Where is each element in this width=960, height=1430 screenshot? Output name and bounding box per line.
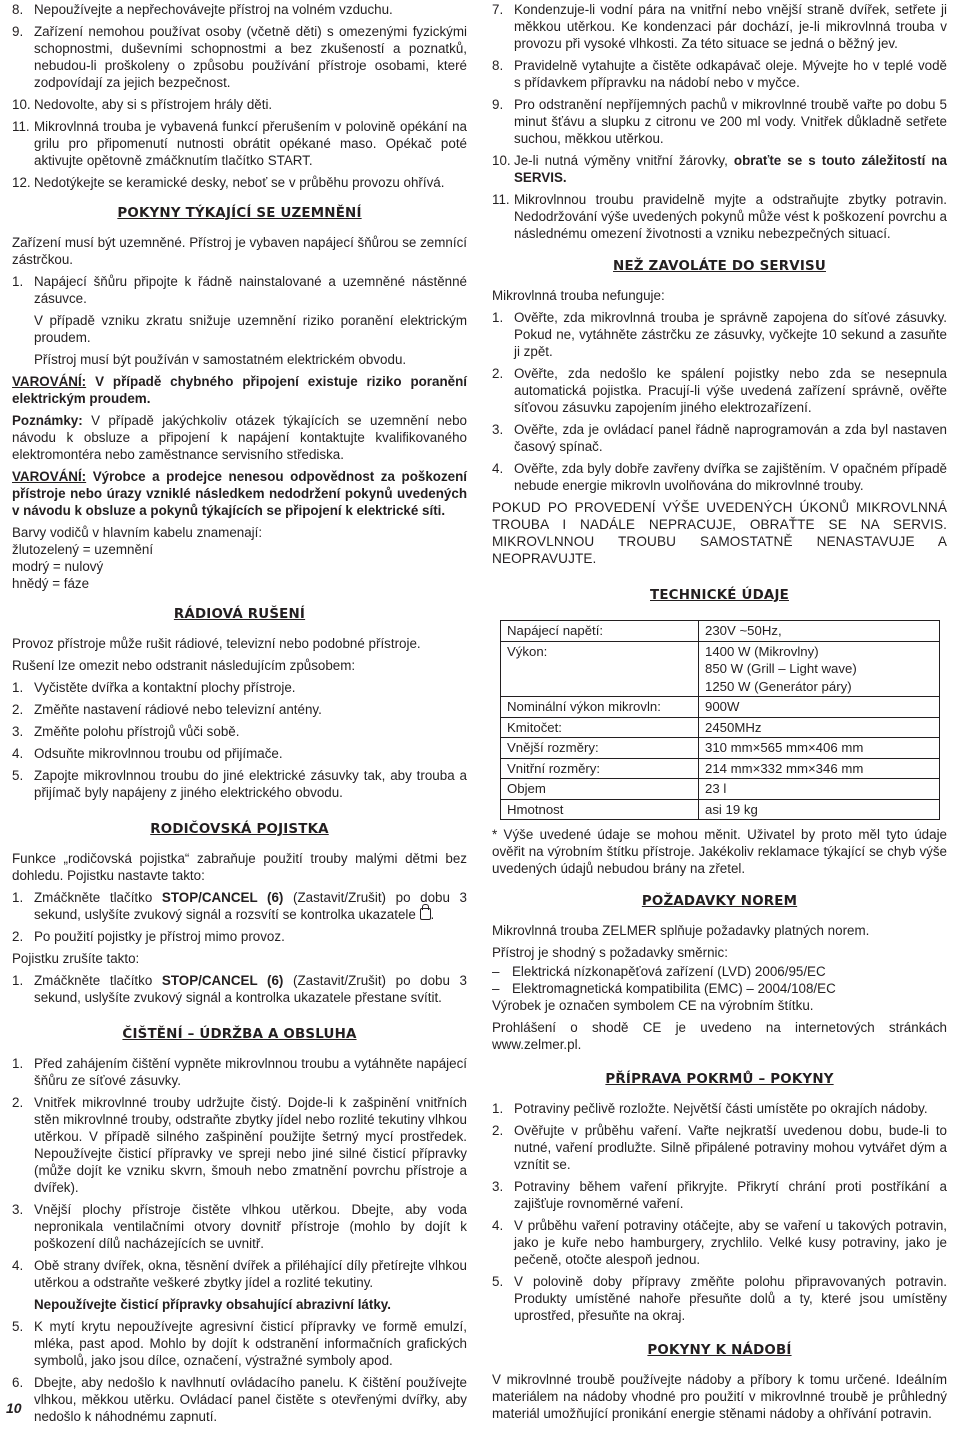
norm-item-emc: [492, 980, 947, 997]
button-name: STOP/CANCEL (6): [161, 973, 284, 988]
tech-value-line: 850 W (Grill – Light wave): [705, 661, 857, 676]
cleaning-item: [492, 57, 947, 91]
item-number: 1.: [492, 310, 504, 325]
cleaning-list: [12, 1055, 467, 1291]
tech-key: Nominální výkon mikrovln:: [501, 697, 699, 718]
tech-value-line: 214 mm×332 mm×346 mm: [705, 760, 864, 776]
item-text: Ověřte, zda je ovládací panel řádně naprogramován a zda byl nastaven časový spínač.: [514, 422, 947, 454]
item-number: 4.: [12, 746, 24, 761]
tech-row: [501, 717, 940, 738]
tech-value-line: 230V ~50Hz,: [705, 623, 782, 638]
warning-text: V případě chybného připojení existuje riziko poranění elektrickým proudem.: [12, 374, 467, 406]
dishes-p1: V mikrovlnné troubě používejte nádoby a příbory k tomu určené. Ideálním materiálem na nádoby vhodné pro použití v mikrovlnné troubě je průhledný materiál umožňující pronikání energie stěnami nádoby a ohřívání potravin.: [492, 1372, 947, 1421]
item-text: Před zahájením čištění vypněte mikrovlnnou troubu a vytáhněte napájecí šňůru ze síťové zásuvky.: [34, 1056, 467, 1088]
grounding-item-1: [12, 273, 467, 307]
item-number: 1.: [12, 680, 24, 695]
norms-heading: POŽADAVKY NOREM: [641, 894, 798, 909]
item-number: 1.: [12, 1056, 24, 1071]
item-text: Změňte nastavení rádiové nebo televizní antény.: [34, 702, 322, 717]
tech-row: [501, 779, 940, 800]
item-number: 4.: [12, 1258, 24, 1273]
item-text: Kondenzuje-li vodní pára na vnitřní nebo vnější straně dvířek, setřete ji měkkou utěrkou. Ke kondenzaci pár dochází, je-li mikrovlnná trouba v provozu při vysoké vlhkosti. Za této situace se jedná o běžný jev.: [514, 2, 947, 51]
parental-p2: Pojistku zrušíte takto:: [12, 951, 140, 966]
safety-item: [12, 96, 467, 113]
service-item: [492, 421, 947, 455]
tech-value: [699, 697, 940, 718]
dash: –: [492, 964, 500, 979]
service-item: [492, 365, 947, 416]
note: [12, 412, 467, 463]
cleaning-item: [12, 1374, 467, 1425]
item-number: 2.: [12, 702, 24, 717]
item-text: Mikrovlnnou troubu pravidelně myjte a odstraňujte zbytky potravin. Nedodržování výše uvedených pokynů může vést k poškození povrchu a následnému omezení životnosti a vzniku nebezpečných situací.: [514, 192, 947, 241]
item-text: Potraviny pečlivě rozložte. Největší části umístěte po okrajích nádoby.: [514, 1101, 928, 1116]
item-number: 2.: [12, 1095, 24, 1110]
text-part: Je-li nutná výměny vnitřní žárovky,: [514, 153, 734, 168]
safety-item: [12, 174, 467, 191]
cleaning-item: [12, 1055, 467, 1089]
item-number: 11.: [492, 192, 510, 207]
item-text: Ověřte, zda mikrovlnná trouba je správně zapojena do síťové zásuvky. Pokud ne, vytáhněte zástrčku ze zásuvky, vyčkejte 10 sekund a zasuňte ji zpět.: [514, 310, 947, 359]
radio-item: [12, 679, 467, 696]
norms-p4: Prohlášení o shodě CE je uvedeno na internetových stránkách www.zelmer.pl.: [492, 1020, 947, 1052]
item-number: 8.: [492, 58, 504, 73]
grounding-heading: POKYNY TÝKAJÍCÍ SE UZEMNĚNÍ: [117, 206, 362, 221]
prep-heading: PŘÍPRAVA POKRMŮ – POKYNY: [605, 1072, 834, 1087]
service-item: [492, 309, 947, 360]
wire-colors: [12, 541, 467, 592]
norm-text: Elektromagnetická kompatibilita (EMC) – 2004/108/EC: [512, 981, 836, 996]
item-number: 1.: [492, 1101, 504, 1116]
tech-key: Vnitřní rozměry:: [501, 758, 699, 779]
prep-item: [492, 1178, 947, 1212]
tech-value-line: 1400 W (Mikrovlny): [705, 643, 819, 659]
cleaning-item: [12, 1201, 467, 1252]
tech-value-line: 1250 W (Generátor páry): [705, 678, 852, 694]
item-text: Potraviny během vaření přikryjte. Přikrytí chrání proti postříkání a zajišťuje rovnoměrné vaření.: [514, 1179, 947, 1211]
radio-list: [12, 679, 467, 801]
norm-item-lvd: [492, 963, 947, 980]
norm-text: Elektrická nízkonapěťová zařízení (LVD) 2006/95/EC: [512, 964, 826, 979]
cleaning-item-10: [492, 152, 947, 186]
norms-p2: Přístroj je shodný s požadavky směrnic:: [492, 945, 728, 960]
service-caps-note: POKUD PO PROVEDENÍ VÝŠE UVEDENÝCH ÚKONŮ MIKROVLNNÁ TROUBA I NADÁLE NEPRACUJE, OBRAŤTE SE NA SERVIS. MIKROVLNNOU TROUBU SAMOSTATNĚ NENASTAVUJE A NEOPRAVUJTE.: [492, 500, 947, 566]
item-text: Nepoužívejte a nepřechovávejte přístroj na volném vzduchu.: [34, 2, 393, 17]
tech-value-line: 900W: [705, 699, 740, 714]
item-number: 2.: [492, 366, 504, 381]
safety-item: [12, 118, 467, 169]
tech-value-line: 23 l: [705, 781, 727, 796]
tech-table: [500, 620, 940, 820]
item-text: Zapojte mikrovlnnou troubu do jiné elektrické zásuvky tak, aby trouba a přijímač byly napájeny z jiného elektrického obvodu.: [34, 768, 467, 800]
tech-key: Hmotnost: [501, 799, 699, 820]
item-number: 3.: [12, 724, 24, 739]
item-text: Ověřte, zda byly dobře zavřeny dvířka se zajištěním. V opačném případě nebude energie mikrovln uvolňována do mikrovlnné trouby.: [514, 461, 947, 493]
item-text: Mikrovlnná trouba je vybavená funkcí přerušením v polovině opékání na grilu pro připomenutí nutnosti obrátit opékané maso. Opékač poté aktivujte opětovně zmáčknutím tlačítko START.: [34, 119, 467, 168]
cleaning-item: [12, 1257, 467, 1291]
item-text: Vyčistěte dvířka a kontaktní plochy přístroje.: [34, 680, 296, 695]
item-text: V průběhu vaření potraviny otáčejte, aby se vaření u takových potravin, jako je kuře nebo hamburgery, zrychlilo. Velké kusy potraviny, jako je pečeně, otočte alespoň jednou.: [514, 1218, 947, 1267]
cleaning-item: [492, 96, 947, 147]
tech-heading: TECHNICKÉ ÚDAJE: [650, 588, 789, 603]
item-number: 5.: [12, 768, 24, 783]
warning-1: [12, 373, 467, 407]
item-text: Ověřte, zda nedošlo ke spálení pojistky nebo zda se nesepnula automatická pojistka. Pracují-li výše uvedená zařízení správně, ověřte síťovou zásuvku zapojením jiného elektrozařízení.: [514, 366, 947, 415]
item-number: 12.: [12, 175, 31, 190]
cleaning-list-continued: [12, 1318, 467, 1425]
item-number: 5.: [492, 1274, 504, 1289]
item-number: 11.: [12, 119, 30, 134]
item-text: Pro odstranění nepříjemných pachů v mikrovlnné troubě vařte po dobu 5 minut šťávu a slupku z citronu ve 200 ml vody. Vnitřek důkladně setřete suchou, měkkou utěrkou.: [514, 97, 947, 146]
left-column: [12, 0, 467, 1430]
tech-value: [699, 799, 940, 820]
item-number: 5.: [12, 1319, 24, 1334]
service-intro: Mikrovlnná trouba nefunguje:: [492, 288, 665, 303]
warning-text: Nepoužívejte čisticí přípravky obsahující abrazivní látky.: [34, 1297, 391, 1312]
item-text: Vnější plochy přístroje čistěte vlhkou utěrkou. Dbejte, aby voda nepronikala ventilačními otvory dovnitř přístroje (mohlo by dojít k poškození dílů nacházejících se uvnitř.: [34, 1202, 467, 1251]
dash: –: [492, 981, 500, 996]
warning-2: [12, 468, 467, 519]
item-text: Pravidelně vytahujte a čistěte odkapávač oleje. Mývejte ho v teplé vodě s přídavkem přípravku na nádobí nebo v myčce.: [514, 58, 947, 90]
tech-row: [501, 641, 940, 697]
tech-value: [699, 779, 940, 800]
item-text: Nedotýkejte se keramické desky, neboť se v průběhu provozu ohřívá.: [34, 175, 445, 190]
radio-item: [12, 723, 467, 740]
item-number: 2.: [492, 1123, 504, 1138]
item-text: Ověřujte v průběhu vaření. Vařte nejkratší uvedenou dobu, bude-li to nutné, vaření prodlužte. Silně připálené potraviny mohou vytvářet dým a vznítit se.: [514, 1123, 947, 1172]
service-item: [492, 460, 947, 494]
tech-value: [699, 758, 940, 779]
item-text: Napájecí šňůru připojte k řádně nainstalované a uzemněné nástěnné zásuvce.: [34, 274, 467, 306]
item-text: Zařízení nemohou používat osoby (včetně děti) s omezenými fyzickými schopnostmi, duševními schopnostmi a bez zkušeností a poznatků, nebudou-li proškoleny o způsobu používání přístroje osobami, které zodpovídají za jejich bezpečnost.: [34, 24, 467, 90]
text-part: Zmáčkněte tlačítko: [34, 973, 162, 988]
wire-phase: hnědý = fáze: [12, 576, 90, 591]
prep-list: [492, 1100, 947, 1324]
item-number: 9.: [492, 97, 504, 112]
item-number: 8.: [12, 2, 24, 17]
right-column: [492, 0, 947, 1427]
item-number: 9.: [12, 24, 24, 39]
item-text: [34, 889, 467, 923]
tech-row: [501, 621, 940, 642]
grounding-item-1-p3: Přístroj musí být používán v samostatném elektrickém obvodu.: [34, 352, 407, 367]
parental-item-1: [12, 889, 467, 923]
item-text: K mytí krytu nepoužívejte agresivní čisticí přípravky ve formě emulzí, mléka, past apod. Mohlo by dojít k odstranění informačních grafických symbolů, jako jsou dílce, označení, výstražné symboly apod.: [34, 1319, 467, 1368]
text-part: (Zastavit/Zrušit) po dobu 3 sekund, uslyšíte zvukový signál a rozsvítí se kontrolka ukazatele: [34, 890, 467, 922]
safety-list: [12, 1, 467, 191]
item-text: Odsuňte mikrovlnnou troubu od přijímače.: [34, 746, 283, 761]
tech-value: [699, 641, 940, 697]
radio-p1: Provoz přístroje může rušit rádiové, televizní nebo podobné přístroje.: [12, 636, 421, 651]
prep-item: [492, 1217, 947, 1268]
radio-p2: Rušení lze omezit nebo odstranit následujícím způsobem:: [12, 658, 356, 673]
lock-icon: [420, 908, 431, 920]
tech-row: [501, 738, 940, 759]
tech-value-line: asi 19 kg: [705, 801, 758, 817]
note-text: V případě jakýchkoliv otázek týkajících se uzemnění nebo návodu k obsluze a připojení k napájení kontaktujte kvalifikovaného elektromontéra nebo zaměstnance servisního střediska.: [12, 413, 467, 462]
radio-item: [12, 767, 467, 801]
item-number: 10.: [492, 153, 511, 168]
item-text: Nedovolte, aby si s přístrojem hrály děti.: [34, 97, 273, 112]
item-text: Po použití pojistky je přístroj mimo provoz.: [34, 929, 285, 944]
warning-label: VAROVÁNÍ:: [12, 374, 87, 389]
tech-key: Vnější rozměry:: [501, 738, 699, 759]
warning-text: Výrobce a prodejce nenesou odpovědnost za poškození přístroje nebo úrazy vzniklé následkem nedodržení pokynů uvedených v návodu k obsluze a pokynů týkajících se připojení k elektrické síti.: [12, 469, 467, 518]
tech-row: [501, 697, 940, 718]
radio-item: [12, 745, 467, 762]
tech-value: [699, 738, 940, 759]
safety-item: [12, 1, 467, 18]
item-text: [34, 972, 467, 1006]
tech-key: Výkon:: [501, 641, 699, 697]
norms-p1: Mikrovlnná trouba ZELMER splňuje požadavky platných norem.: [492, 923, 870, 938]
text-bold: obraťte se s touto záležitostí na SERVIS.: [514, 153, 948, 185]
prep-item: [492, 1273, 947, 1324]
parental-item-2: [12, 928, 467, 945]
parental-heading: RODIČOVSKÁ POJISTKA: [150, 822, 329, 837]
text-part: .: [430, 907, 435, 922]
dishes-heading: POKYNY K NÁDOBÍ: [647, 1343, 792, 1358]
text-part: (Zastavit/Zrušit) po dobu 3 sekund, uslyšíte zvukový signál a kontrolka ukazatele přestane svítit.: [34, 973, 467, 1005]
item-number: 2.: [12, 929, 24, 944]
item-number: 4.: [492, 461, 504, 476]
radio-heading: RÁDIOVÁ RUŠENÍ: [173, 607, 306, 622]
wire-neutral: modrý = nulový: [12, 559, 104, 574]
tech-value: [699, 717, 940, 738]
tech-key: Napájecí napětí:: [501, 621, 699, 642]
grounding-intro: Zařízení musí být uzemněné. Přístroj je vybaven napájecí šňůrou se zemnící zástrčkou.: [12, 235, 467, 267]
safety-item: [12, 23, 467, 91]
cleaning-item: [492, 1, 947, 52]
item-text: Vnitřek mikrovlnné trouby udržujte čistý. Dojde-li k zašpinění vnitřních stěn mikrovlnné trouby, odstraňte zbytky jídel nebo rozlité tekutiny vlhkou utěrkou. V případě silného zašpinění použijte šetrný mycí prostředek. Nepoužívejte čisticí přípravky ve spreji nebo jiné silné čisticí přípravky (může dojít ke vzniku skvrn, šmouh nebo zmatnění povrchu přístroje a dvířek).: [34, 1095, 467, 1195]
item-text: Dbejte, aby nedošlo k navlhnutí ovládacího panelu. K čištění používejte vlhkou, měkkou utěrku. Ovládací panel čistěte s otevřenými dvířky, aby nedošlo k náhodnému zapnutí.: [34, 1375, 467, 1424]
prep-item: [492, 1100, 947, 1117]
item-number: 1.: [12, 890, 24, 905]
tech-value-line: 310 mm×565 mm×406 mm: [705, 740, 864, 755]
item-text: Obě strany dvířek, okna, těsnění dvířek a přiléhající díly přetírejte vlhkou utěrkou a odstraňte veškeré zbytky jídel a rozlité tekutiny.: [34, 1258, 467, 1290]
tech-row: [501, 758, 940, 779]
cleaning-heading: ČIŠTĚNÍ – ÚDRŽBA A OBSLUHA: [122, 1027, 357, 1042]
tech-row: [501, 799, 940, 820]
cleaning-warning: [12, 1296, 467, 1313]
parental-item-3: [12, 972, 467, 1006]
norms-p3: Výrobek je označen symbolem CE na výrobním štítku.: [492, 998, 814, 1013]
tech-note: * Výše uvedené údaje se mohou měnit. Uživatel by proto měl tyto údaje ověřit na výrobním štítku přístroje. Jakékoliv reklamace týkající se chyb výše uvedených údajů nebudou brány na zřetel.: [492, 827, 947, 876]
tech-value: [699, 621, 940, 642]
item-number: 7.: [492, 2, 504, 17]
item-text: [514, 152, 947, 186]
item-number: 3.: [492, 1179, 504, 1194]
cleaning-item: [12, 1318, 467, 1369]
button-name: STOP/CANCEL (6): [161, 890, 284, 905]
item-text: V polovině doby přípravy změňte polohu připravovaných potravin. Produkty umístěné nahoře přesuňte dolů a ty, které jsou umístěny uprostřed, přesuňte na okraj.: [514, 1274, 947, 1323]
wire-ground: žlutozelený = uzemnění: [12, 542, 154, 557]
cleaning-item: [12, 1094, 467, 1196]
prep-item: [492, 1122, 947, 1173]
tech-value-line: 2450MHz: [705, 719, 762, 735]
item-number: 4.: [492, 1218, 504, 1233]
service-list: [492, 309, 947, 494]
item-number: 6.: [12, 1375, 24, 1390]
item-number: 3.: [12, 1202, 24, 1217]
wires-intro: Barvy vodičů v hlavním kabelu znamenají:: [12, 525, 263, 540]
parental-p1: Funkce „rodičovská pojistka“ zabraňuje použití trouby malými dětmi bez dohledu. Pojistku nastavte takto:: [12, 851, 467, 883]
item-number: 1.: [12, 973, 24, 988]
tech-key: Objem: [501, 779, 699, 800]
grounding-item-1-p2: V případě vzniku zkratu snižuje uzemnění riziko poranění elektrickým proudem.: [34, 313, 467, 345]
cleaning-list-right: [492, 1, 947, 147]
item-number: 3.: [492, 422, 504, 437]
item-text: Změňte polohu přístrojů vůči sobě.: [34, 724, 240, 739]
item-number: 10.: [12, 97, 31, 112]
radio-item: [12, 701, 467, 718]
tech-key: Kmitočet:: [501, 717, 699, 738]
service-heading: NEŽ ZAVOLÁTE DO SERVISU: [613, 259, 826, 274]
note-label: Poznámky:: [12, 413, 83, 428]
page-number: 10: [6, 1400, 22, 1416]
item-number: 1.: [12, 274, 24, 289]
warning-label: VAROVÁNÍ:: [12, 469, 87, 484]
cleaning-item-11: [492, 191, 947, 242]
text-part: Zmáčkněte tlačítko: [34, 890, 162, 905]
